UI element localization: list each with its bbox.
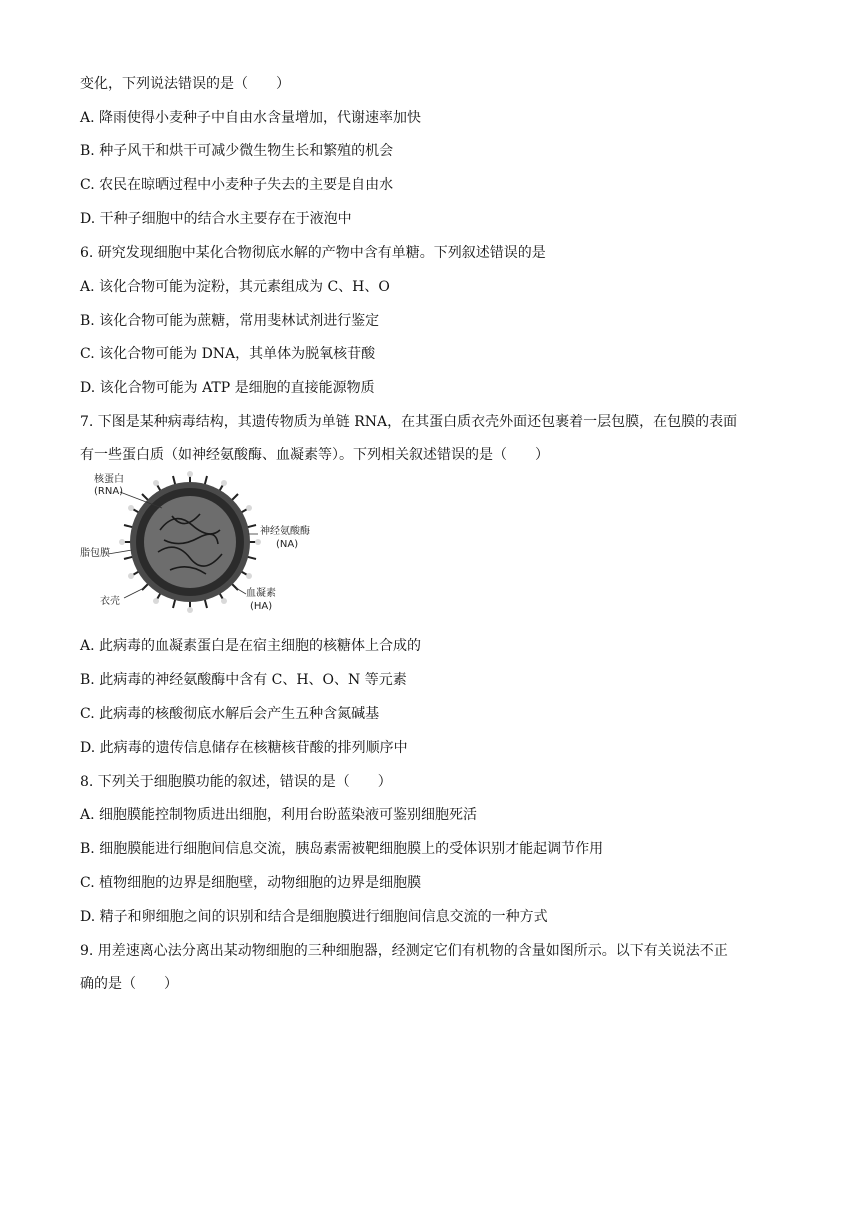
q7-option-b: B. 此病毒的神经氨酸酶中含有 C、H、O、N 等元素	[80, 672, 407, 688]
question-7-stem-line2: 有一些蛋白质（如神经氨酸酶、血凝素等）。下列相关叙述错误的是（ ）	[80, 447, 549, 463]
label-lipid-envelope: 脂包膜	[80, 548, 110, 559]
question-9-stem-line1: 9. 用差速离心法分离出某动物细胞的三种细胞器，经测定它们有机物的含量如图所示。以下有关说法不正	[80, 943, 728, 959]
question-7-stem-line1: 7. 下图是某种病毒结构，其遗传物质为单链 RNA，在其蛋白质衣壳外面还包裹着一层包膜，在包膜的表面	[80, 414, 738, 430]
q6-option-b: B. 该化合物可能为蔗糖，常用斐林试剂进行鉴定	[80, 313, 380, 329]
label-nucleoprotein: 核蛋白	[94, 474, 124, 485]
label-neuraminidase: 神经氨酸酶	[260, 526, 310, 537]
q8-option-d: D. 精子和卵细胞之间的识别和结合是细胞膜进行细胞间信息交流的一种方式	[80, 909, 548, 925]
q7-option-d: D. 此病毒的遗传信息储存在核糖核苷酸的排列顺序中	[80, 740, 408, 756]
q7-option-a: A. 此病毒的血凝素蛋白是在宿主细胞的核糖体上合成的	[80, 638, 422, 654]
q5-option-a: A. 降雨使得小麦种子中自由水含量增加，代谢速率加快	[80, 110, 422, 126]
virus-structure-figure	[80, 470, 350, 615]
q7-option-c: C. 此病毒的核酸彻底水解后会产生五种含氮碱基	[80, 706, 380, 722]
label-capsid: 衣壳	[100, 596, 120, 607]
q5-option-b: B. 种子风干和烘干可减少微生物生长和繁殖的机会	[80, 143, 394, 159]
question-6-stem: 6. 研究发现细胞中某化合物彻底水解的产物中含有单糖。下列叙述错误的是	[80, 245, 546, 261]
label-nucleoprotein-rna: (RNA)	[94, 486, 124, 497]
q8-option-c: C. 植物细胞的边界是细胞壁，动物细胞的边界是细胞膜	[80, 875, 422, 891]
label-hemagglutinin-ha: (HA)	[250, 601, 273, 612]
q6-option-a: A. 该化合物可能为淀粉，其元素组成为 C、H、O	[80, 279, 390, 295]
q8-option-a: A. 细胞膜能控制物质进出细胞，利用台盼蓝染液可鉴别细胞死活	[80, 807, 478, 823]
q8-option-b: B. 细胞膜能进行细胞间信息交流，胰岛素需被靶细胞膜上的受体识别才能起调节作用	[80, 841, 604, 857]
label-neuraminidase-na: (NA)	[276, 539, 299, 550]
question-8-stem: 8. 下列关于细胞膜功能的叙述，错误的是（ ）	[80, 774, 392, 790]
q6-option-d: D. 该化合物可能为 ATP 是细胞的直接能源物质	[80, 380, 375, 396]
q5-option-c: C. 农民在晾晒过程中小麦种子失去的主要是自由水	[80, 177, 394, 193]
label-hemagglutinin: 血凝素	[246, 588, 276, 599]
question-5-stem-end: 变化，下列说法错误的是（ ）	[80, 76, 290, 92]
question-9-stem-line2: 确的是（ ）	[80, 976, 178, 992]
q5-option-d: D. 干种子细胞中的结合水主要存在于液泡中	[80, 211, 352, 227]
q6-option-c: C. 该化合物可能为 DNA，其单体为脱氧核苷酸	[80, 346, 376, 362]
